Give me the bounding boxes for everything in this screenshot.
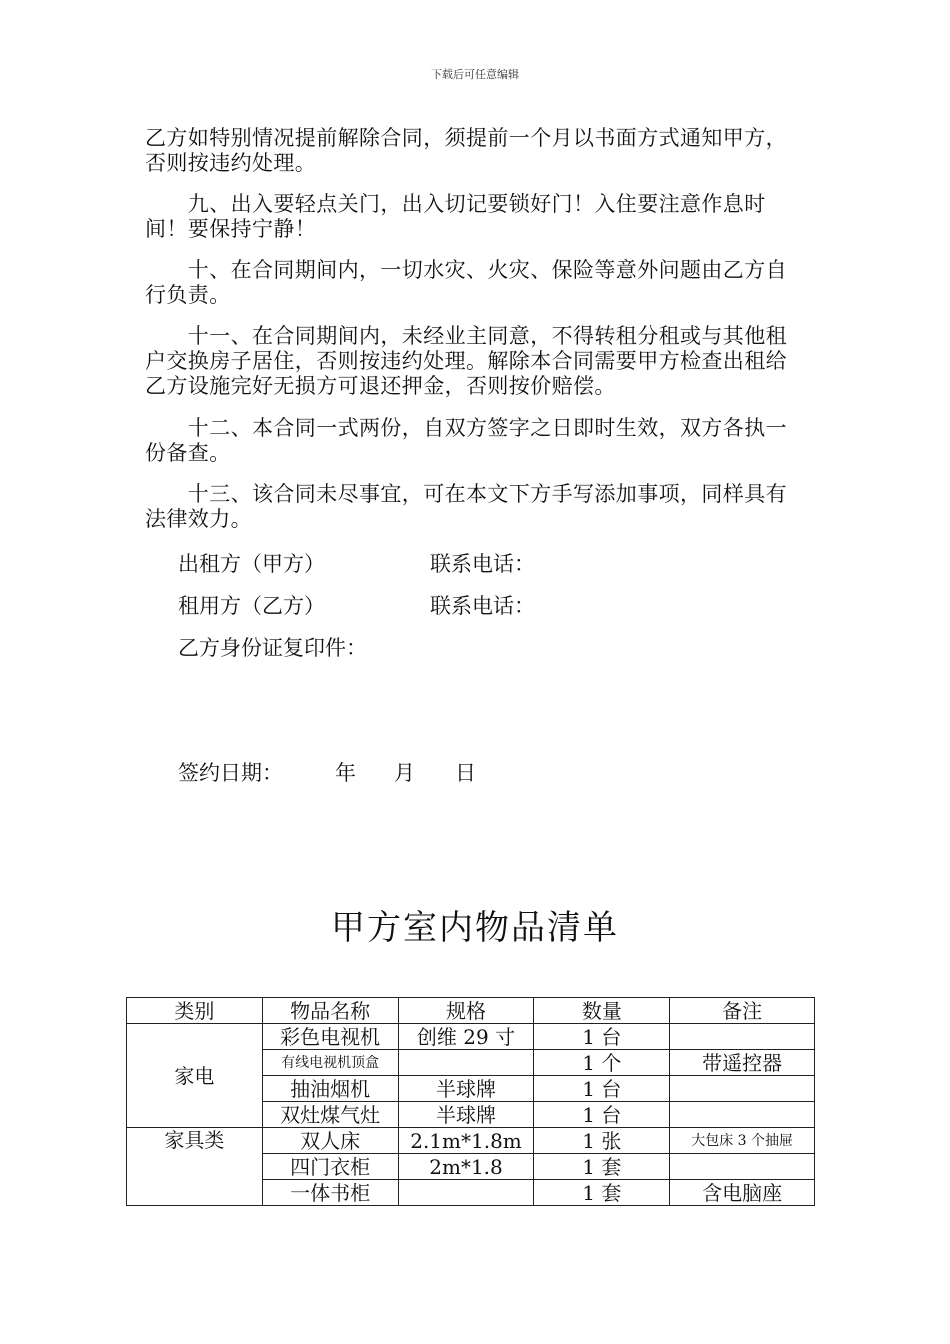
item-qty: 1 套 — [534, 1154, 670, 1180]
item-spec: 2.1m*1.8m — [398, 1128, 534, 1154]
item-spec: 半球牌 — [398, 1076, 534, 1102]
item-note — [670, 1154, 815, 1180]
lessee-phone-label: 联系电话： — [430, 594, 535, 618]
table-row — [127, 1128, 815, 1154]
item-name: 有线电视机顶盒 — [262, 1050, 398, 1076]
contract-clause-13: 十三、该合同未尽事宜，可在本文下方手写添加事项，同样具有法律效力。 — [145, 482, 787, 531]
item-name: 四门衣柜 — [262, 1154, 398, 1180]
item-spec: 2m*1.8 — [398, 1154, 534, 1180]
contract-clause-12: 十二、本合同一式两份，自双方签字之日即时生效，双方各执一份备查。 — [145, 416, 787, 465]
contract-clause-10: 十、在合同期间内，一切水灾、火灾、保险等意外问题由乙方自行负责。 — [145, 258, 787, 307]
sign-date-month: 月 — [394, 761, 415, 785]
item-qty: 1 台 — [534, 1024, 670, 1050]
sign-date-day: 日 — [455, 761, 476, 785]
item-qty: 1 套 — [534, 1180, 670, 1206]
id-copy-label: 乙方身份证复印件： — [178, 636, 367, 660]
page-header: 下载后可任意编辑 — [431, 68, 519, 81]
sign-date-label: 签约日期： — [178, 761, 283, 785]
item-note: 带遥控器 — [670, 1050, 815, 1076]
item-note: 含电脑座 — [670, 1180, 815, 1206]
item-qty: 1 台 — [534, 1102, 670, 1128]
item-note — [670, 1102, 815, 1128]
item-note — [670, 1076, 815, 1102]
lessor-phone-label: 联系电话： — [430, 552, 535, 576]
item-spec: 半球牌 — [398, 1102, 534, 1128]
item-note — [670, 1024, 815, 1050]
contract-clause-9: 九、出入要轻点关门，出入切记要锁好门！入住要注意作息时间！要保持宁静！ — [145, 192, 766, 241]
item-spec — [398, 1050, 534, 1076]
item-name: 双灶煤气灶 — [262, 1102, 398, 1128]
item-name: 双人床 — [262, 1128, 398, 1154]
header-category: 类别 — [127, 998, 263, 1024]
header-spec: 规格 — [398, 998, 534, 1024]
table-header-row — [127, 998, 815, 1024]
header-note: 备注 — [670, 998, 815, 1024]
contract-paragraph: 乙方如特别情况提前解除合同，须提前一个月以书面方式通知甲方，否则按违约处理。 — [145, 126, 787, 175]
item-name: 一体书柜 — [262, 1180, 398, 1206]
lessor-label: 出租方（甲方） — [178, 552, 325, 576]
contract-clause-11: 十一、在合同期间内，未经业主同意，不得转租分租或与其他租户交换房子居住，否则按违约处理。解除本合同需要甲方检查出租给乙方设施完好无损方可退还押金，否则按价赔偿。 — [145, 324, 787, 398]
inventory-table — [126, 997, 815, 1206]
item-name: 抽油烟机 — [262, 1076, 398, 1102]
header-item-name: 物品名称 — [262, 998, 398, 1024]
category-cell: 家电 — [127, 1024, 263, 1128]
item-qty: 1 个 — [534, 1050, 670, 1076]
item-qty: 1 张 — [534, 1128, 670, 1154]
table-row — [127, 1024, 815, 1050]
sign-date-year: 年 — [335, 761, 356, 785]
header-quantity: 数量 — [534, 998, 670, 1024]
category-cell: 家具类 — [127, 1128, 263, 1206]
item-spec — [398, 1180, 534, 1206]
item-name: 彩色电视机 — [262, 1024, 398, 1050]
item-spec: 创维 29 寸 — [398, 1024, 534, 1050]
item-note: 大包床 3 个抽屉 — [670, 1128, 815, 1154]
item-qty: 1 台 — [534, 1076, 670, 1102]
inventory-title: 甲方室内物品清单 — [331, 908, 619, 948]
lessee-label: 租用方（乙方） — [178, 594, 325, 618]
